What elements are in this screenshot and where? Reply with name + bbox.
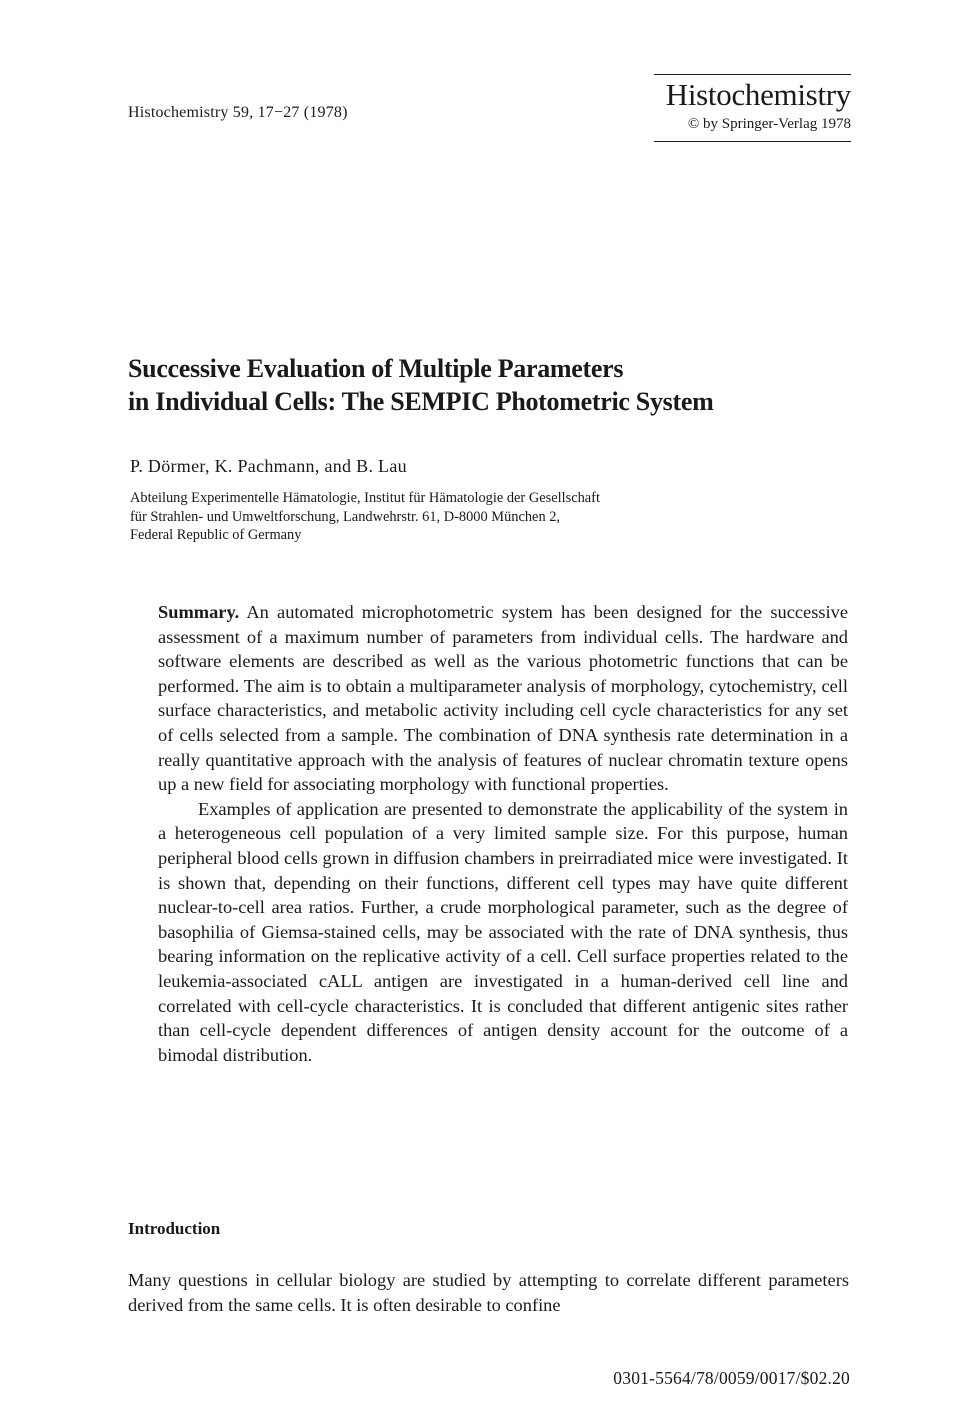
article-title <box>128 352 888 418</box>
copyright-notice: © by Springer-Verlag 1978 <box>687 116 851 132</box>
author-affiliation <box>130 489 850 545</box>
author-list: P. Dörmer, K. Pachmann, and B. Lau <box>130 456 407 476</box>
introduction-heading: Introduction <box>128 1219 221 1238</box>
summary-paragraph-1 <box>158 600 848 797</box>
summary-section <box>158 600 848 1067</box>
affiliation-line-1: Abteilung Experimentelle Hämatologie, Institut für Hämatologie der Gesellschaft <box>130 490 600 506</box>
affiliation-line-2: für Strahlen- und Umweltforschung, Landwehrstr. 61, D-8000 München 2, <box>130 508 561 525</box>
introduction-text: Many questions in cellular biology are studied by attempting to correlate different parameters derived from the same cells. It is often desirable to confine <box>128 1270 849 1315</box>
masthead-top-rule <box>654 74 851 75</box>
journal-name: Histochemistry <box>665 77 851 112</box>
title-line-2: in Individual Cells: The SEMPIC Photometric System <box>128 387 714 416</box>
summary-paragraph-2: Examples of application are presented to demonstrate the applicability of the system in a heterogeneous cell population of a very limited sample size. For this purpose, human peripheral blood cells grown in diffusion chambers in preirradiated mice were investigated. It is shown that, depending on their functions, different cell types may have quite different nuclear-to-cell area ratios. Further, a crude morphological parameter, such as the degree of basophilia of Giemsa-stained cells, may be associated with the rate of DNA synthesis, thus bearing information on the replicative activity of a cell. Cell surface properties related to the leukemia-associated cALL antigen are investigated in a human-derived cell line and correlated with cell-cycle characteristics. It is concluded that different antigenic sites rather than cell-cycle dependent differences of antigen density account for the outcome of a bimodal distribution. <box>158 798 848 1065</box>
masthead-bottom-rule <box>654 141 851 142</box>
summary-text-1: An automated microphotometric system has been designed for the successive assessment of a maximum number of parameters from individual cells. The hardware and software elements are described as well as the various photometric functions that can be performed. The aim is to obtain a multiparameter analysis of morphology, cytochemistry, cell surface characteristics, and metabolic activity including cell cycle characteristics for any set of cells selected from a sample. The combination of DNA synthesis rate determination in a really quantitative approach with the analysis of features of nuclear chromatin texture opens up a new field for associating morphology with functional properties. <box>158 602 848 795</box>
affiliation-line-3: Federal Republic of Germany <box>130 527 302 543</box>
title-line-1: Successive Evaluation of Multiple Parameters <box>128 354 624 383</box>
article-code: 0301-5564/78/0059/0017/$02.20 <box>613 1368 850 1388</box>
journal-masthead <box>654 74 851 142</box>
journal-citation: Histochemistry 59, 17−27 (1978) <box>128 104 348 121</box>
summary-label: Summary. <box>158 602 240 622</box>
